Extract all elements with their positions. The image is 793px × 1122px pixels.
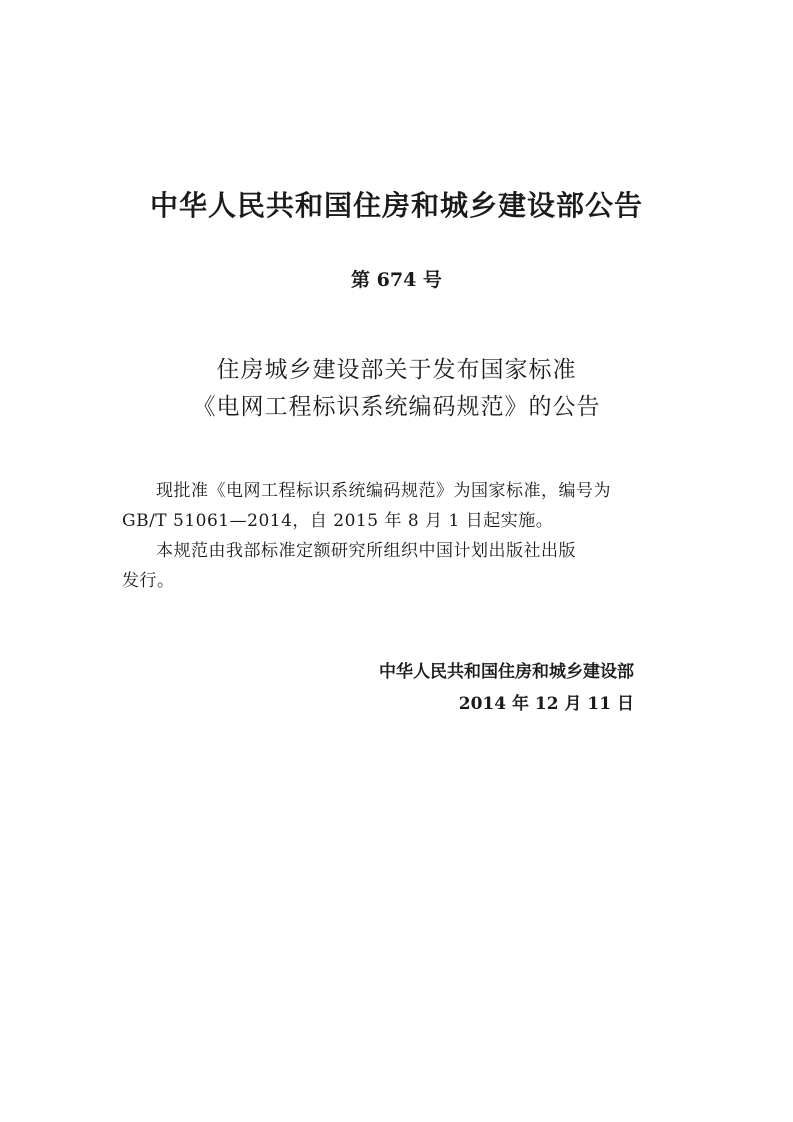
- issue-date: 2014 年 12 月 11 日: [458, 694, 634, 714]
- issuer-name: 中华人民共和国住房和城乡建设部: [379, 662, 634, 682]
- announcement-number: 第 674 号: [351, 269, 442, 291]
- page-title: 中华人民共和国住房和城乡建设部公告: [149, 189, 643, 222]
- signature-block: [300, 656, 634, 720]
- paragraph-2-line-2: 发行。: [122, 571, 175, 591]
- subtitle-line-2: 《电网工程标识系统编码规范》的公告: [192, 394, 601, 420]
- announcement-subtitle: [0, 352, 793, 426]
- subtitle-line-1: 住房城乡建设部关于发布国家标准: [216, 357, 577, 383]
- paragraph-1-line-2: GB/T 51061—2014，自 2015 年 8 月 1 日起实施。: [122, 511, 554, 531]
- paragraph-1-line-1: 现批准《电网工程标识系统编码规范》为国家标准，编号为: [156, 481, 611, 501]
- paragraph-2-line-1: 本规范由我部标准定额研究所组织中国计划出版社出版: [156, 541, 576, 561]
- announcement-body: [122, 476, 682, 596]
